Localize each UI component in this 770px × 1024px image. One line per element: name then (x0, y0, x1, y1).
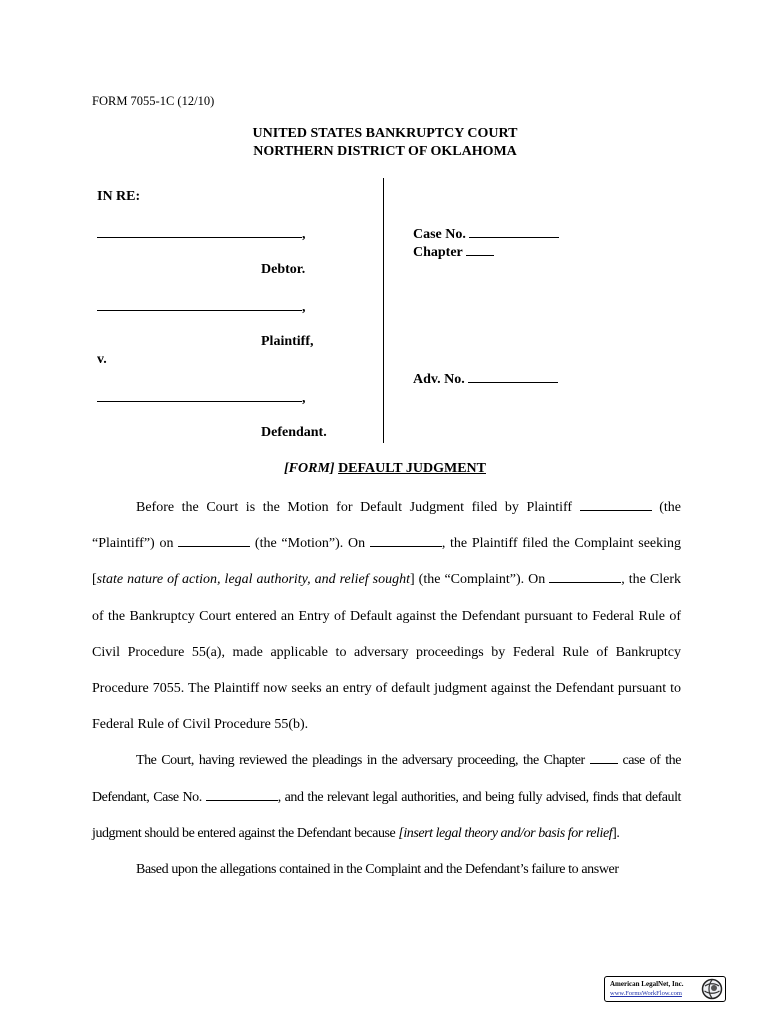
court-name: UNITED STATES BANKRUPTCY COURT (252, 126, 518, 141)
plaintiff-blank[interactable] (580, 498, 652, 511)
title-heading: DEFAULT JUDGMENT (338, 461, 486, 476)
caption-divider (383, 178, 384, 443)
chapter-field[interactable]: Chapter (413, 243, 494, 261)
default-date-blank[interactable] (549, 570, 621, 583)
footer-badge (604, 976, 726, 1002)
debtor-label: Debtor. (261, 262, 306, 277)
in-re-label: IN RE: (97, 189, 141, 204)
plaintiff-name-blank[interactable]: , (97, 298, 306, 316)
adversary-number-field[interactable]: Adv. No. (413, 370, 558, 388)
order-body (92, 490, 681, 888)
globe-logo-icon (701, 978, 723, 1000)
form-number: FORM 7055-1C (12/10) (92, 94, 215, 108)
footer-website-link[interactable]: www.FormsWorkFlow.com (610, 990, 682, 997)
footer-company: American LegalNet, Inc. (610, 980, 684, 988)
case-number-field[interactable]: Case No. (413, 225, 559, 243)
case-number-blank[interactable] (206, 788, 278, 801)
paragraph-findings: The Court, having reviewed the pleadings in the adversary proceeding, the Chapter case of the Defendant, Case No. , and the relevant legal authorities, and being fully advised, finds that default judgment should be entered against the Defendant because [insert legal theory and/or basis for relief]. (92, 753, 681, 841)
paragraph-motion: Before the Court is the Motion for Default Judgment filed by Plaintiff (the “Plaintiff”) on (the “Motion”). On , the Plaintiff filed the Complaint seeking [state nature of action, legal authority, and relief sought] (the “Complaint”). On , the Clerk of the Bankruptcy Court entered an Entry of Default against the Defendant pursuant to Federal Rule of Civil Procedure 55(a), made applicable to adversary proceedings by Federal Rule of Bankruptcy Procedure 7055. The Plaintiff now seeks an entry of default judgment against the Defendant pursuant to Federal Rule of Civil Procedure 55(b). (92, 500, 682, 733)
paragraph-allegations: Based upon the allegations contained in the Complaint and the Defendant’s failure to answer (136, 862, 619, 878)
chapter-blank[interactable] (590, 751, 618, 764)
motion-date-blank[interactable] (178, 534, 250, 547)
form-tag: [FORM] (284, 461, 335, 476)
versus-label: v. (97, 352, 107, 367)
document-title (0, 461, 770, 477)
court-district: NORTHERN DISTRICT OF OKLAHOMA (253, 144, 517, 159)
defendant-label: Defendant. (261, 425, 327, 440)
plaintiff-label: Plaintiff, (261, 334, 314, 349)
debtor-name-blank[interactable]: , (97, 225, 306, 243)
defendant-name-blank[interactable]: , (97, 389, 306, 407)
complaint-date-blank[interactable] (370, 534, 442, 547)
